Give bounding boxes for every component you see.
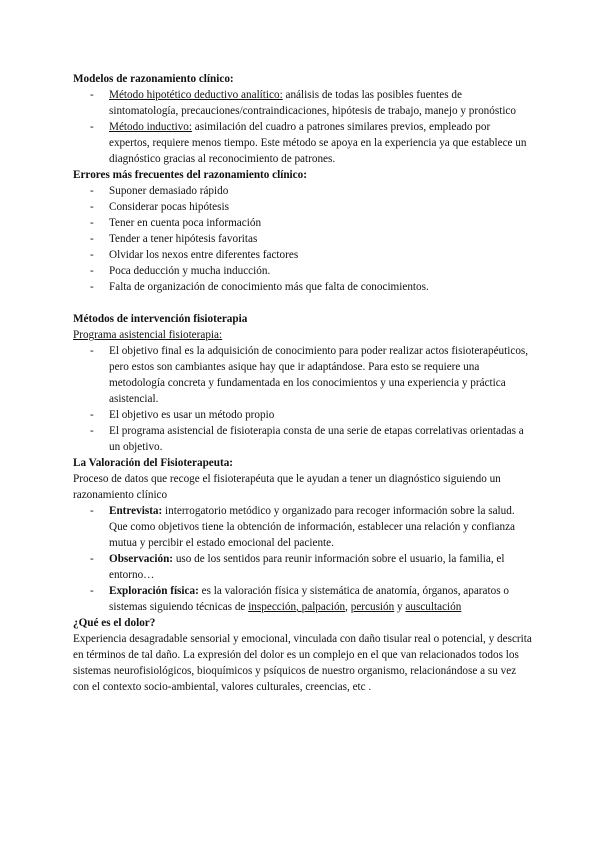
term-description: análisis de todas las posibles fuentes de sintomatología, precauciones/contraindicaciones, hipótesis de trabajo, manejo y pronóstico [109, 89, 516, 117]
list-item [109, 87, 533, 119]
spacer [73, 295, 533, 311]
heading-dolor: ¿Qué es el dolor? [73, 617, 156, 629]
technique-inspeccion: inspección [248, 601, 297, 613]
heading-modelos-razonamiento: Modelos de razonamiento clínico: [73, 73, 234, 85]
term-hipotetico-deductivo: Método hipotético deductivo analítico: [109, 89, 283, 101]
term-description: asimilación del cuadro a patrones similares previos, empleado por expertos, requiere menos tiempo. Este método se apoya en la experiencia ya que establece un diagnóstico gracias al reconocimiento de patrones. [109, 121, 527, 165]
document-page [73, 71, 533, 695]
list-item [109, 503, 533, 551]
technique-palpacion: palpación [301, 601, 346, 613]
list-item: - El objetivo es usar un método propio [109, 407, 533, 423]
list-programa [73, 343, 533, 455]
heading-valoracion: La Valoración del Fisioterapeuta: [73, 457, 234, 469]
list-item: - Tender a tener hipótesis favoritas [109, 231, 533, 247]
entrevista-text: interrogatorio metódico y organizado para recoger información sobre la salud. Que como objetivos tiene la obtención de información, establecer una relación y confianza mutua y percibir el estado emocional del paciente. [109, 505, 516, 549]
list-item: - Considerar pocas hipótesis [109, 199, 533, 215]
subheading-programa-asistencial: Programa asistencial fisioterapia: [73, 329, 223, 341]
list-item [109, 583, 533, 615]
list-item [109, 119, 533, 167]
valoracion-intro: Proceso de datos que recoge el fisioterapéuta que le ayudan a tener un diagnóstico siguiendo un razonamiento clínico [73, 473, 501, 501]
list-item: - Tener en cuenta poca información [109, 215, 533, 231]
label-entrevista: Entrevista: [109, 505, 163, 517]
list-item: - Falta de organización de conocimiento más que falta de conocimientos. [109, 279, 533, 295]
list-modelos [73, 87, 533, 167]
heading-metodos-intervencion: Métodos de intervención fisioterapia [73, 313, 248, 325]
list-errores [73, 183, 533, 295]
list-item: - Poca deducción y mucha inducción. [109, 263, 533, 279]
technique-percusion: percusión [350, 601, 395, 613]
technique-separator: y [394, 601, 406, 613]
list-item [109, 551, 533, 583]
technique-separator: , [345, 601, 351, 613]
heading-errores: Errores más frecuentes del razonamiento clínico: [73, 169, 307, 181]
exploracion-text: es la valoración física y sistemática de anatomía, órganos, aparatos o sistemas siguiendo técnicas de [109, 585, 509, 613]
dolor-definition: Experiencia desagradable sensorial y emocional, vinculada con daño tisular real o potencial, y descrita en términos de tal daño. La expresión del dolor es un complejo en el que van relacionados todos los sistemas neurofisiológicos, bioquímicos y psíquicos de nuestro organismo, relacionándose a su vez con el contexto socio-ambiental, valores culturales, creencias, etc . [73, 633, 532, 693]
label-observacion: Observación: [109, 553, 174, 565]
technique-auscultacion: auscultación [405, 601, 462, 613]
technique-separator: , [296, 601, 302, 613]
observacion-text: uso de los sentidos para reunir información sobre el usuario, la familia, el entorno… [109, 553, 505, 581]
list-item: - El programa asistencial de fisioterapia consta de una serie de etapas correlativas orientadas a un objetivo. [109, 423, 533, 455]
list-valoracion [73, 503, 533, 615]
list-item: - El objetivo final es la adquisición de conocimiento para poder realizar actos fisioterapéuticos, pero estos son cambiantes asique hay que ir adaptándose. Para esto se requiere una metodología concreta y fundamentada en los conocimientos y una experiencia y práctica asistencial. [109, 343, 533, 407]
list-item: - Olvidar los nexos entre diferentes factores [109, 247, 533, 263]
list-item: - Suponer demasiado rápido [109, 183, 533, 199]
term-inductivo: Método inductivo: [109, 121, 192, 133]
label-exploracion: Exploración física: [109, 585, 199, 597]
